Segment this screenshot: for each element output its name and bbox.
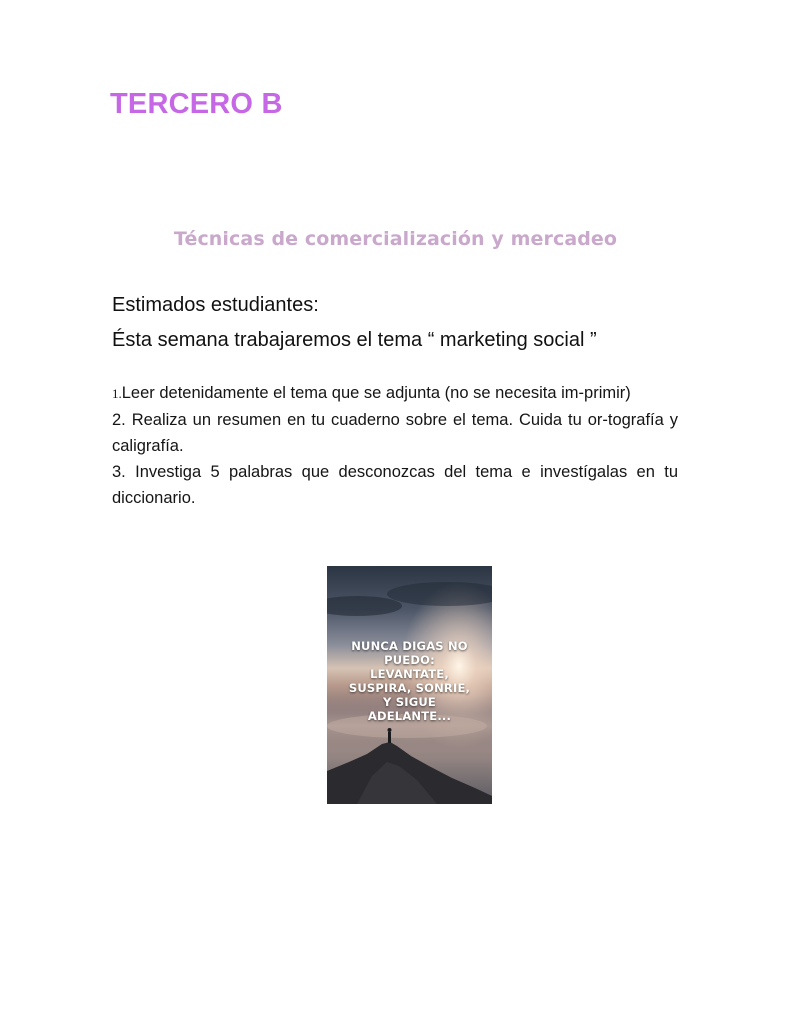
page-title: TERCERO B — [110, 88, 283, 120]
instruction-number: 3. — [112, 463, 126, 481]
greeting-text: Estimados estudiantes: — [112, 294, 319, 316]
instruction-number: 1. — [112, 386, 122, 401]
poster-quote-text: NUNCA DIGAS NO PUEDO: LEVANTATE, SUSPIRA, SONRIE, Y SIGUE ADELANTE... — [348, 639, 471, 723]
subject-title: Técnicas de comercialización y mercadeo — [173, 228, 618, 250]
instruction-text: Realiza un resumen en tu cuaderno sobre el tema. Cuida tu or-tografía y caligrafía. — [112, 411, 678, 455]
announcement-text: Ésta semana trabajaremos el tema “ marketing social ” — [112, 329, 597, 351]
instruction-item — [112, 380, 678, 407]
instruction-item — [112, 459, 678, 511]
instruction-text: Leer detenidamente el tema que se adjunta (no se necesita im-primir) — [121, 384, 631, 402]
instruction-list — [112, 380, 678, 511]
instruction-number: 2. — [112, 411, 126, 429]
instruction-text: Investiga 5 palabras que desconozcas del tema e investígalas en tu diccionario. — [112, 463, 678, 507]
instruction-item — [112, 407, 678, 459]
motivational-poster-image — [327, 566, 492, 804]
